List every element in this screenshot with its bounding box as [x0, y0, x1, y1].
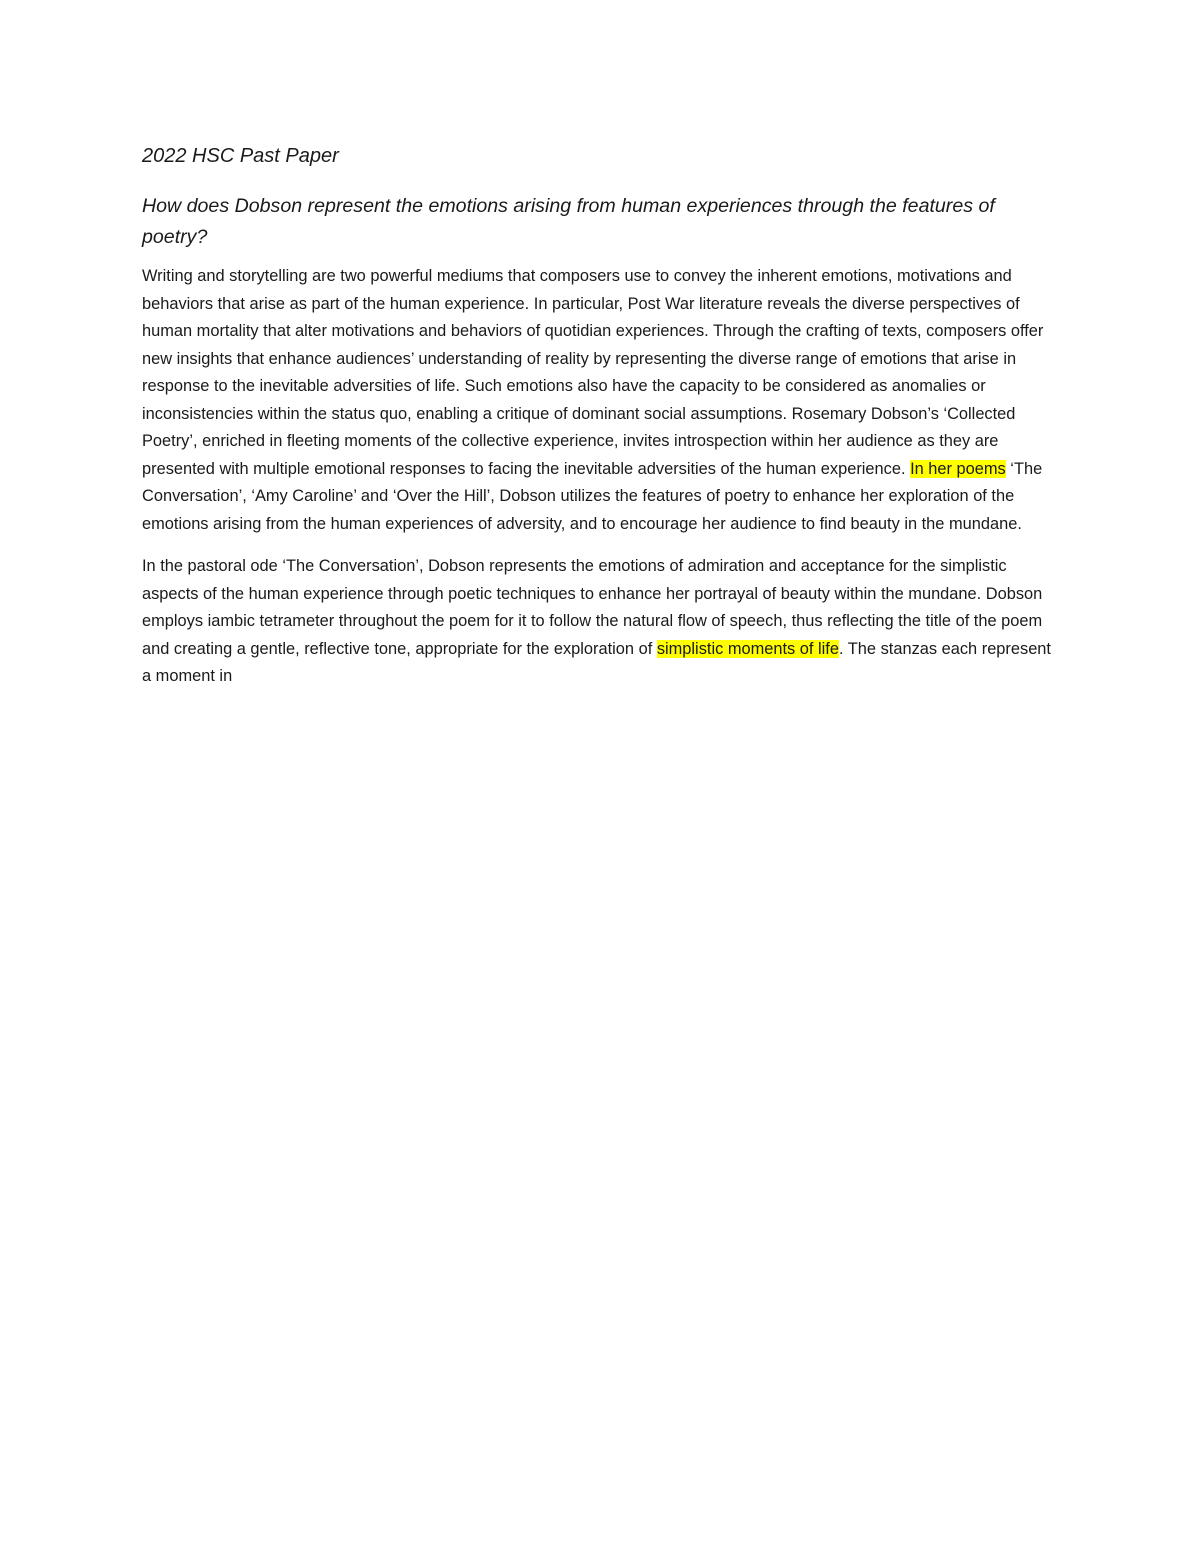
paragraph-body-text-2: . The stanzas each represent a moment in: [142, 639, 1051, 685]
highlighted-text: simplistic moments of life: [656, 639, 839, 658]
document-page: [142, 140, 1057, 706]
paragraph-body: [142, 553, 1057, 691]
paragraph-intro: [142, 263, 1057, 538]
highlighted-text: In her poems: [910, 459, 1006, 478]
essay-question: How does Dobson represent the emotions arising from human experiences through the features of poetry?: [142, 195, 995, 248]
paragraph-intro-text-1: Writing and storytelling are two powerful mediums that composers use to convey the inherent emotions, motivations and behaviors that arise as part of the human experience. In particular, Post War literature reveals the diverse perspectives of human mortality that alter motivations and behaviors of quotidian experiences. Through the crafting of texts, composers offer new insights that enhance audiences’ understanding of reality by representing the diverse range of emotions that arise in response to the inevitable adversities of life. Such emotions also have the capacity to be considered as anomalies or inconsistencies within the status quo, enabling a critique of dominant social assumptions. Rosemary Dobson’s ‘Collected Poetry’, enriched in fleeting moments of the collective experience, invites introspection within her audience as they are presented with multiple emotional responses to facing the inevitable adversities of the human experience.: [142, 267, 1044, 478]
paragraph-body-text-1: In the pastoral ode ‘The Conversation’, Dobson represents the emotions of admiration and acceptance for the simplistic aspects of the human experience through poetic techniques to enhance her portrayal of beauty within the mundane. Dobson employs iambic tetrameter throughout the poem for it to follow the natural flow of speech, thus reflecting the title of the poem and creating a gentle, reflective tone, appropriate for the exploration of: [142, 557, 1043, 658]
document-title: 2022 HSC Past Paper: [142, 145, 339, 167]
paragraph-intro-text-2: ‘The Conversation’, ‘Amy Caroline’ and ‘Over the Hill’, Dobson utilizes the features of poetry to enhance her exploration of the emotions arising from the human experiences of adversity, and to encourage her audience to find beauty in the mundane.: [142, 459, 1043, 533]
